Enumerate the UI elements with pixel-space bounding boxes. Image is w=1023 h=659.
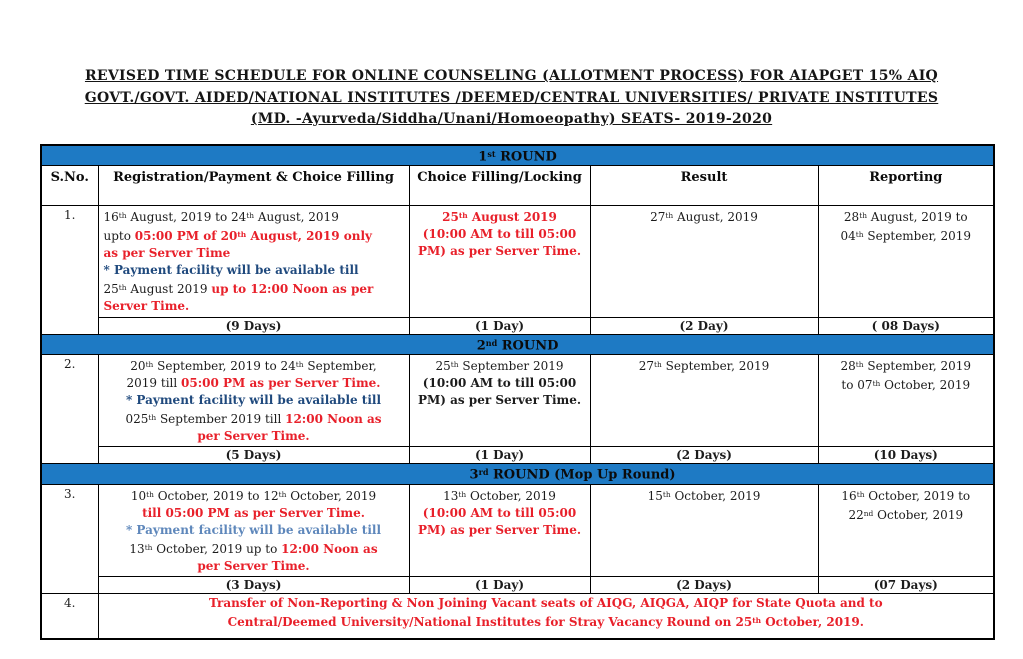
round-3-sno: 3. [41, 484, 98, 593]
round-3-reporting-cell: 16th October, 2019 to 22nd October, 2019 [818, 484, 994, 576]
stray-vacancy-text: Transfer of Non-Reporting & Non Joining Vacant seats of AIQG, AIQGA, AIQP for State Quota and to Central/Deemed University/National Institutes for Stray Vacancy Round on 25th October, 2019. [98, 594, 994, 639]
round-3-result-days: (2 Days) [590, 577, 818, 594]
round-2-reporting-days: (10 Days) [818, 447, 994, 464]
round-2-reporting-cell: 28th September, 2019 to 07th October, 2019 [818, 355, 994, 447]
round-3-registration-cell: 10th October, 2019 to 12th October, 2019 till 05:00 PM as per Server Time. * Payment facility will be available till 13th October, 2019 up to 12:00 Noon as per Server Time. [98, 484, 409, 576]
round-1-registration-days: (9 Days) [98, 317, 409, 334]
round-3-title: 3rd ROUND (Mop Up Round) [41, 464, 994, 484]
col-header-result: Result [590, 165, 818, 205]
col-header-sno: S.No. [41, 165, 98, 205]
col-header-choice: Choice Filling/Locking [409, 165, 590, 205]
stray-vacancy-row [41, 594, 994, 639]
round-1-registration-cell: 16th August, 2019 to 24th August, 2019 upto 05:00 PM of 20th August, 2019 only as per Server Time * Payment facility will be available till 25th August 2019 up to 12:00 Noon as per Server Time. [98, 205, 409, 317]
round-2-registration-cell: 20th September, 2019 to 24th September, 2019 till 05:00 PM as per Server Time. * Payment facility will be available till 025th September 2019 till 12:00 Noon as per Server Time. [98, 355, 409, 447]
round-3-choice-days: (1 Day) [409, 577, 590, 594]
column-header-row [41, 165, 994, 205]
round-3-result-cell: 15th October, 2019 [590, 484, 818, 576]
round-2-result-cell: 27th September, 2019 [590, 355, 818, 447]
round-3-days-row [41, 577, 994, 594]
round-2-bar [41, 334, 994, 354]
round-2-days-row [41, 447, 994, 464]
round-1-sno: 1. [41, 205, 98, 334]
document-title [50, 66, 973, 131]
round-1-title: 1st ROUND [41, 145, 994, 166]
col-header-registration: Registration/Payment & Choice Filling [98, 165, 409, 205]
round-3-registration-days: (3 Days) [98, 577, 409, 594]
round-1-days-row [41, 317, 994, 334]
round-3-bar [41, 464, 994, 484]
round-1-result-days: (2 Day) [590, 317, 818, 334]
round-3-choice-cell: 13th October, 2019 (10:00 AM to till 05:00 PM) as per Server Time. [409, 484, 590, 576]
schedule-table [40, 144, 995, 640]
round-2-result-days: (2 Days) [590, 447, 818, 464]
round-1-choice-cell: 25th August 2019 (10:00 AM to till 05:00 PM) as per Server Time. [409, 205, 590, 317]
round-2-content-row [41, 355, 994, 447]
title-line-3: (MD. -Ayurveda/Siddha/Unani/Homoeopathy) SEATS- 2019-2020 [250, 111, 773, 127]
round-2-registration-days: (5 Days) [98, 447, 409, 464]
round-1-bar [41, 145, 994, 166]
round-2-choice-days: (1 Day) [409, 447, 590, 464]
title-line-2: GOVT./GOVT. AIDED/NATIONAL INSTITUTES /DEEMED/CENTRAL UNIVERSITIES/ PRIVATE INSTITUTES [84, 89, 939, 106]
round-2-choice-cell: 25th September 2019 (10:00 AM to till 05:00 PM) as per Server Time. [409, 355, 590, 447]
round-2-title: 2nd ROUND [41, 334, 994, 354]
round-1-reporting-days: ( 08 Days) [818, 317, 994, 334]
stray-vacancy-sno: 4. [41, 594, 98, 639]
round-1-content-row [41, 205, 994, 317]
col-header-reporting: Reporting [818, 165, 994, 205]
round-2-sno: 2. [41, 355, 98, 464]
round-1-reporting-cell: 28th August, 2019 to 04th September, 2019 [818, 205, 994, 317]
round-1-choice-days: (1 Day) [409, 317, 590, 334]
round-1-result-cell: 27th August, 2019 [590, 205, 818, 317]
round-3-reporting-days: (07 Days) [818, 577, 994, 594]
title-line-1: REVISED TIME SCHEDULE FOR ONLINE COUNSELING (ALLOTMENT PROCESS) FOR AIAPGET 15% AIQ [84, 68, 939, 84]
round-3-content-row [41, 484, 994, 576]
